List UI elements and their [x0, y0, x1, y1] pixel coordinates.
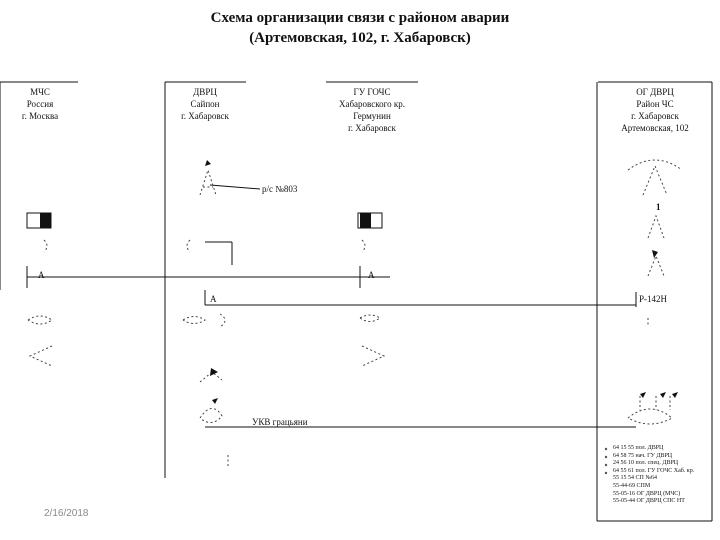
column-header-line: Россия [26, 99, 54, 109]
equipment-mchs-icon [44, 240, 47, 252]
bracket-gu-icon [362, 346, 384, 366]
list-item: 64 15 55 пол. ДВРЦ [613, 445, 664, 451]
column-header-line: Хабаровского кр. [338, 99, 405, 109]
arrow-icon [652, 250, 658, 258]
column-header-line: Сайпон [190, 99, 220, 109]
bullet-icon [605, 464, 607, 466]
diagram-subtitle: (Артемовская, 102, г. Хабаровск) [249, 30, 471, 46]
slide-date: 2/16/2018 [44, 508, 89, 519]
radio-og-icon [640, 396, 670, 410]
terminal-gu-gochs [358, 213, 382, 228]
arrow-icon [205, 160, 211, 166]
column-header-line: ГУ ГОЧС [353, 87, 391, 97]
column-header-line: ДВРЦ [193, 87, 217, 97]
list-item: 55-44-69 СПМ [613, 482, 651, 489]
modem-mchs-icon [28, 316, 52, 324]
column-header-line: Гермунин [353, 111, 391, 121]
channel-a-label-dvrc: А [210, 294, 217, 304]
antenna-dvrc-icon [200, 170, 216, 195]
terminal-mchs [27, 213, 51, 228]
bullet-icon [605, 472, 607, 474]
column-header-line: г. Хабаровск [181, 111, 229, 121]
antenna-og-icon-3 [648, 256, 664, 276]
modem-dvrc-icon [183, 317, 205, 324]
arrow-icon [660, 392, 666, 398]
column-header-line: г. Хабаровск [348, 123, 396, 133]
bracket-mchs-icon [30, 346, 52, 366]
radio-link-label: р/с №803 [262, 184, 298, 194]
list-item: 55-05-44 ОГ ДВРЦ СПС НТ [613, 498, 685, 505]
modem-gu-icon [360, 315, 380, 322]
column-header-line: ОГ ДВРЦ [636, 87, 674, 97]
r142n-label: Р-142Н [639, 294, 668, 304]
column-header-line: г. Москва [21, 111, 59, 121]
column-header-line: Артемовская, 102 [621, 123, 689, 133]
channel-a-label-right: А [368, 270, 375, 280]
radio-dvrc-icon [200, 408, 222, 422]
diagram-title: Схема организации связи с районом аварии [210, 10, 510, 26]
antenna-og-icon [643, 166, 667, 195]
list-item: 55-05-16 ОГ ДВРЦ (МЧС) [613, 490, 681, 497]
ukv-label: УКВ грацьяни [252, 417, 308, 427]
bullet-icon [605, 448, 607, 450]
arrow-icon [640, 392, 646, 398]
bullet-icon [605, 456, 607, 458]
antenna-og-icon [628, 160, 682, 170]
channel-a-label-left: А [38, 270, 45, 280]
column-header-line: Район ЧС [636, 99, 674, 109]
radio-link-line [210, 185, 260, 189]
arrow-icon [212, 398, 218, 404]
arrow-icon [210, 368, 218, 376]
equipment-dvrc-icon [187, 240, 190, 252]
equipment-gu-icon [362, 240, 365, 252]
frequency-list [613, 445, 694, 506]
modem-dvrc-icon [220, 314, 225, 327]
arrow-icon [672, 392, 678, 398]
column-header-line: г. Хабаровск [631, 111, 679, 121]
list-item: 55 15 54 СП №64 [613, 475, 658, 482]
radio-og-icon [628, 409, 672, 424]
antenna-og-icon-2 [648, 216, 664, 238]
list-item: 64 55 61 пол. ГУ ГОЧС Хаб. кр. [613, 467, 695, 474]
list-item: 64 58 75 нач. ГУ ДВРЦ [613, 452, 673, 459]
column-header-line: МЧС [30, 87, 50, 97]
antenna-mark-label: 1 [656, 202, 661, 212]
list-item: 24 56 10 пол. спец. ДВРЦ [613, 460, 679, 467]
